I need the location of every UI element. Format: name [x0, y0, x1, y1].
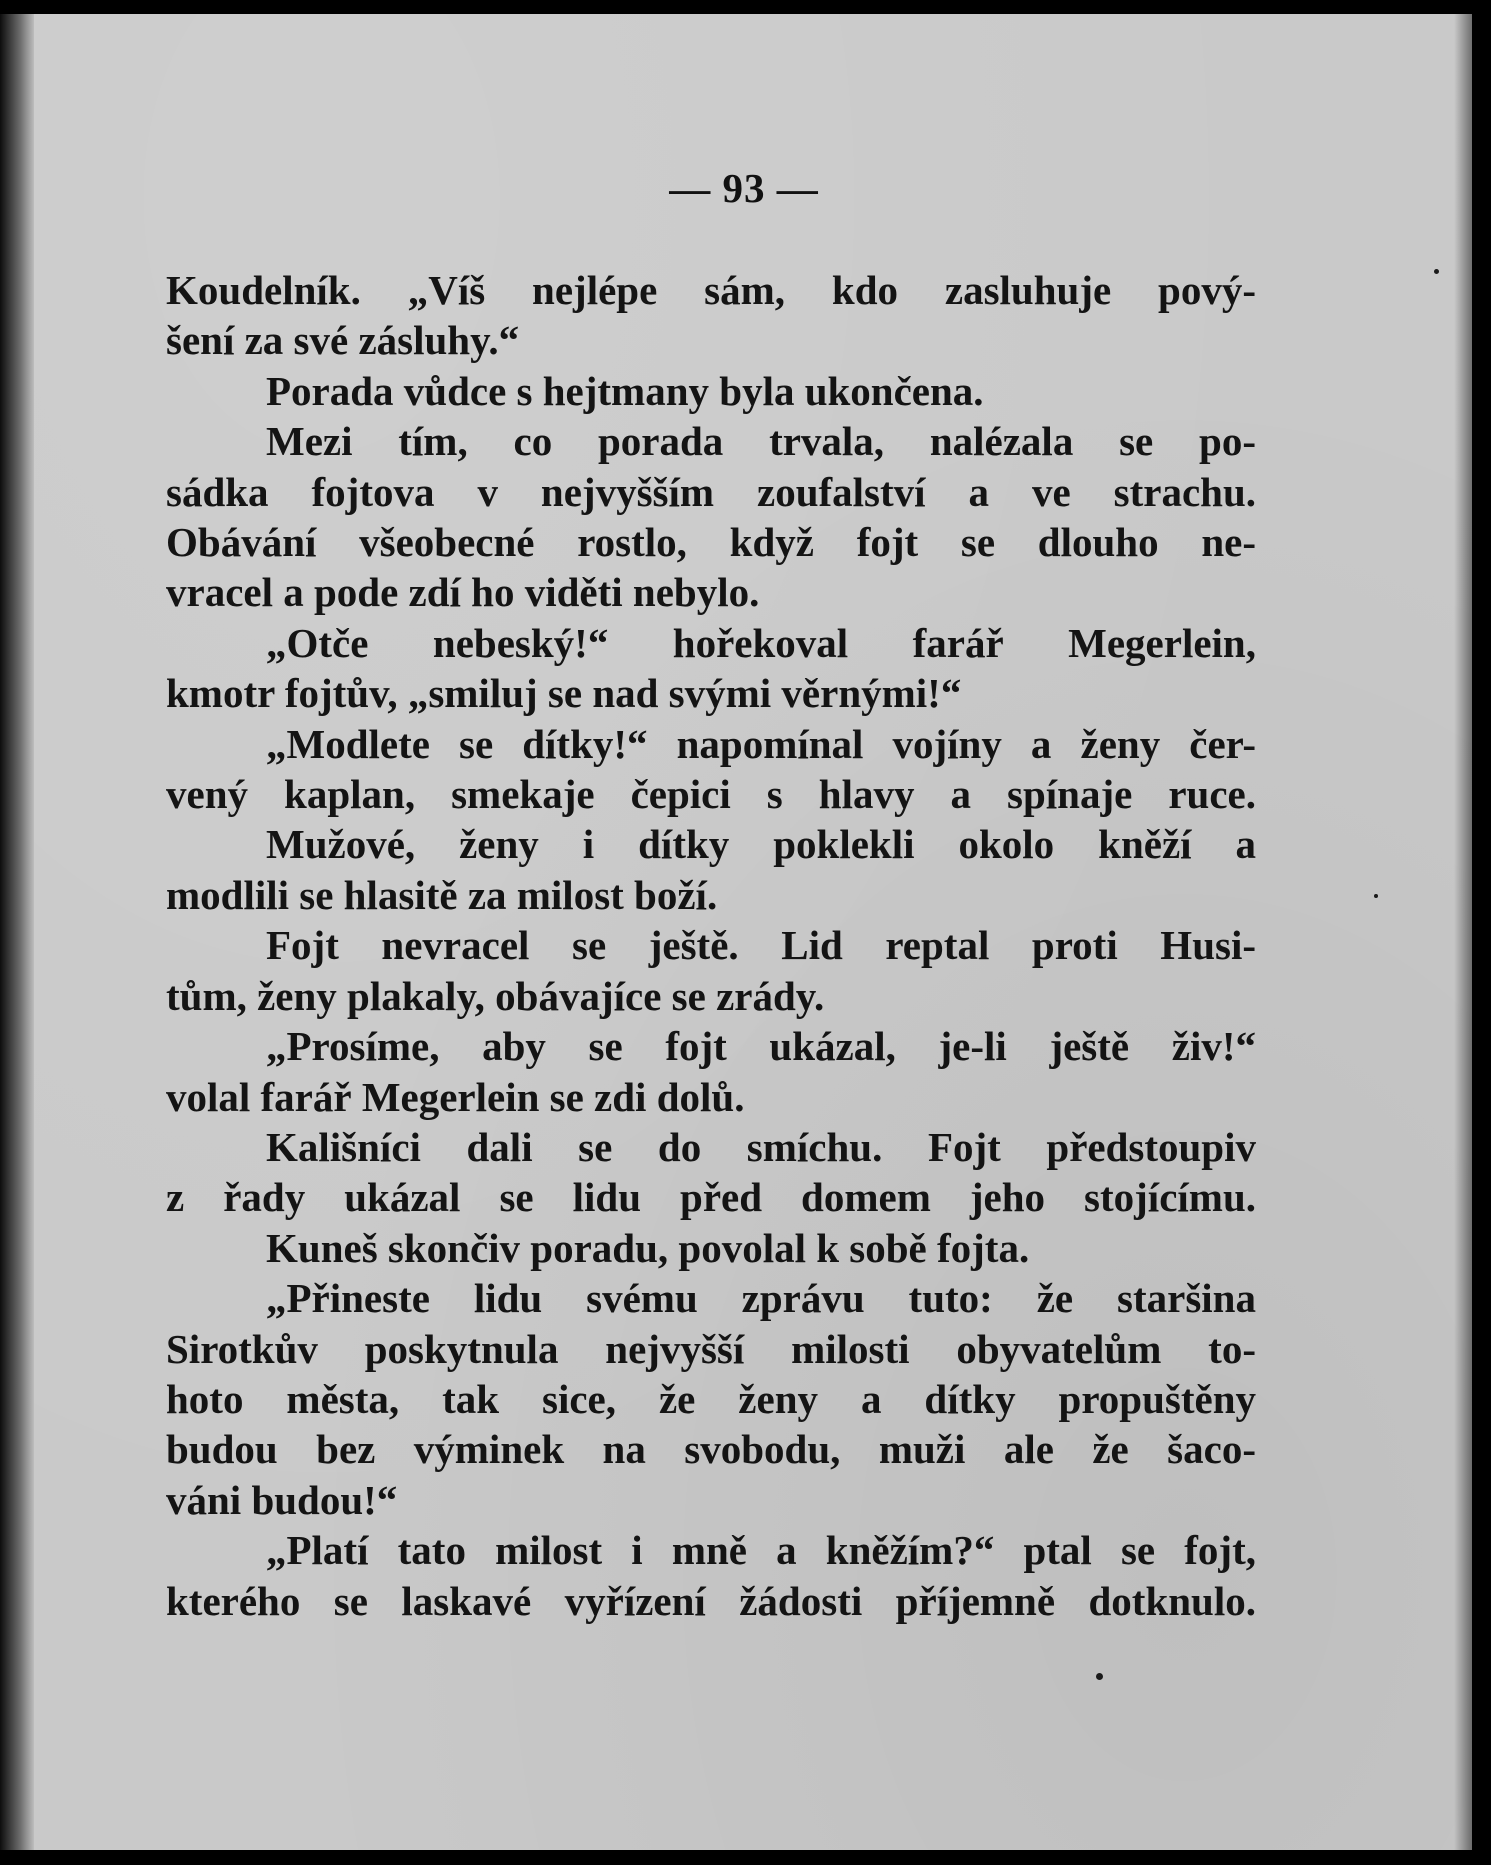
text-line: Sirotkův poskytnula nejvyšší milosti obyvatelům to- — [166, 1325, 1256, 1372]
text-line: hoto města, tak sice, že ženy a dítky propuštěny — [166, 1375, 1256, 1422]
text-line: „Modlete se dítky!“ napomínal vojíny a ženy čer- — [266, 720, 1256, 767]
text-line: kmotr fojtův, „smiluj se nad svými věrnými!“ — [166, 670, 962, 717]
text-line: Mužové, ženy i dítky poklekli okolo kněží a — [266, 821, 1256, 868]
page-number: — 93 — — [669, 165, 819, 211]
text-line: tům, ženy plakaly, obávajíce se zrády. — [166, 972, 825, 1019]
text-line: Mezi tím, co porada trvala, nalézala se po- — [266, 418, 1256, 465]
text-line: modlili se hlasitě za milost boží. — [166, 871, 718, 918]
text-line: „Otče nebeský!“ hořekoval farář Megerlein, — [266, 619, 1256, 666]
ink-speck — [1434, 269, 1439, 274]
text-line: vracel a pode zdí ho viděti nebylo. — [166, 569, 760, 616]
ink-speck — [1096, 1673, 1103, 1680]
text-line: váni budou!“ — [166, 1476, 398, 1523]
text-line: Porada vůdce s hejtmany byla ukončena. — [266, 367, 984, 414]
text-line: Kališníci dali se do smíchu. Fojt předstoupiv — [266, 1123, 1256, 1170]
text-line: „Přineste lidu svému zprávu tuto: že staršina — [266, 1275, 1256, 1322]
text-line: „Platí tato milost i mně a kněžím?“ ptal se fojt, — [266, 1527, 1256, 1574]
text-line: šení za své zásluhy.“ — [166, 317, 520, 364]
text-line: sádka fojtova v nejvyšším zoufalství a ve strachu. — [166, 468, 1256, 515]
text-line: volal farář Megerlein se zdi dolů. — [166, 1073, 745, 1120]
text-line: Fojt nevracel se ještě. Lid reptal proti Husi- — [266, 922, 1256, 969]
body-text — [166, 265, 1256, 1626]
ink-speck — [1374, 894, 1378, 898]
text-line: kterého se laskavé vyřízení žádosti příjemně dotknulo. — [166, 1577, 1256, 1624]
text-line: Kuneš skončiv poradu, povolal k sobě fojta. — [266, 1224, 1030, 1271]
text-line: budou bez výminek na svobodu, muži ale že šaco- — [166, 1426, 1256, 1473]
text-line: z řady ukázal se lidu před domem jeho stojícímu. — [166, 1174, 1256, 1221]
book-page — [34, 14, 1472, 1850]
text-line: Obávání všeobecné rostlo, když fojt se dlouho ne- — [166, 519, 1256, 566]
text-line: „Prosíme, aby se fojt ukázal, je-li ještě živ!“ — [266, 1023, 1256, 1070]
text-line: Koudelník. „Víš nejlépe sám, kdo zasluhuje pový- — [166, 267, 1256, 313]
text-line: vený kaplan, smekaje čepici s hlavy a spínaje ruce. — [166, 771, 1256, 818]
